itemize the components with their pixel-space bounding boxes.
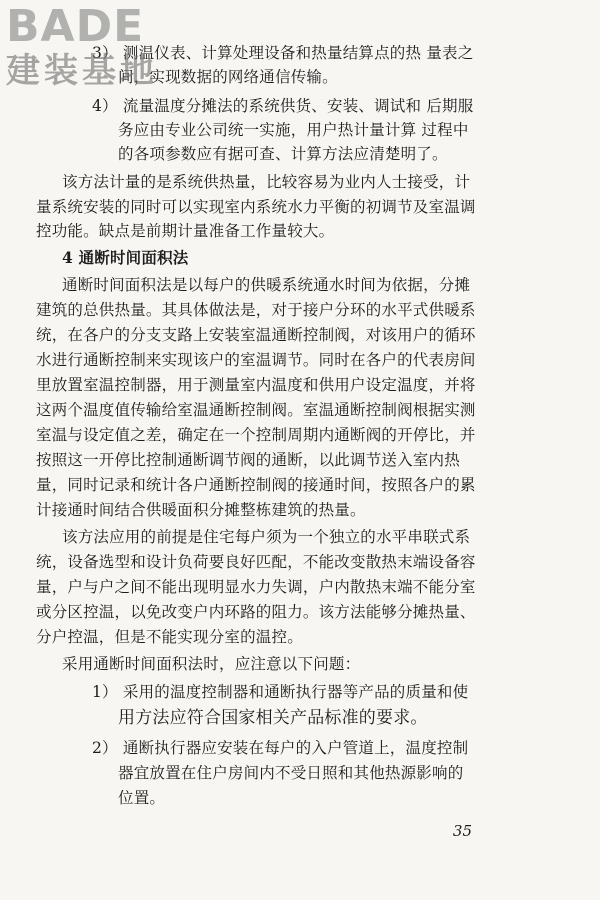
- text-line: 务应由专业公司统一实施，用户热计量计算 过程中: [118, 121, 469, 139]
- list-item-continuation: 用方法应符合国家相关产品标准的要求。: [118, 708, 428, 728]
- text-line: 3） 测温仪表、计算处理设备和热量结算点的热 量表之: [92, 44, 474, 62]
- page-number: 35: [452, 822, 472, 840]
- text-line: 的各项参数应有据可查、计算方法应清楚明了。: [118, 145, 448, 163]
- text-line: 控功能。缺点是前期计量准备工作量较大。: [36, 222, 335, 240]
- text-line: 里放置室温控制器，用于测量室内温度和供用户设定温度，并将: [36, 376, 476, 394]
- text-line: 统，设备选型和设计负荷要良好匹配，不能改变散热末端设备容: [36, 553, 476, 571]
- bade-watermark-logo: [6, 1, 158, 91]
- list-item-continuation: 位置。: [118, 789, 166, 807]
- list-item: 2） 通断执行器应安装在每户的入户管道上，温度控制: [92, 739, 469, 757]
- text-line: 该方法计量的是系统供热量，比较容易为业内人士接受，计: [62, 173, 471, 191]
- text-line: 这两个温度值传输给室温通断控制阀。室温通断控制阀根据实测: [36, 401, 476, 419]
- text-line: 统，在各户的分支支路上安装室温通断控制阀，对该用户的循环: [36, 326, 476, 344]
- text-line: 该方法应用的前提是住宅每户须为一个独立的水平串联式系: [62, 528, 471, 546]
- text-line: 水进行通断控制来实现该户的室温调节。同时在各户的代表房间: [36, 351, 476, 369]
- section-heading: 4 通断时间面积法: [62, 248, 189, 267]
- watermark-brand: BADE: [6, 1, 145, 52]
- text-line: 按照这一开停比控制通断调节阀的通断，以此调节送入室内热: [36, 451, 460, 469]
- text-line: 采用通断时间面积法时，应注意以下问题：: [62, 655, 361, 673]
- text-line: 室温与设定值之差，确定在一个控制周期内通断阀的开停比，并: [36, 426, 476, 444]
- text-line: 量，户与户之间不能出现明显水力失调，户内散热末端不能分室: [36, 578, 476, 596]
- text-line: 间，实现数据的网络通信传输。: [118, 68, 338, 86]
- text-line: 或分区控温，以免改变户内环路的阻力。该方法能够分摊热量、: [36, 603, 476, 621]
- text-line: 建筑的总供热量。其具体做法是，对于接户分环的水平式供暖系: [36, 301, 476, 319]
- text-line: 计接通时间结合供暖面积分摊整栋建筑的热量。: [36, 501, 366, 519]
- text-line: 分户控温，但是不能实现分室的温控。: [36, 628, 303, 646]
- text-line: 量，同时记录和统计各户通断控制阀的接通时间，按照各户的累: [36, 476, 476, 494]
- text-line: 4） 流量温度分摊法的系统供货、安装、调试和 后期服: [92, 97, 474, 115]
- watermark-subtitle: 建装基地: [6, 51, 158, 91]
- list-item-continuation: 器宜放置在住户房间内不受日照和其他热源影响的: [118, 764, 464, 782]
- list-item: 1） 采用的温度控制器和通断执行器等产品的质量和使: [92, 683, 469, 701]
- text-line: 量系统安装的同时可以实现室内系统水力平衡的初调节及室温调: [36, 198, 476, 216]
- text-line: 通断时间面积法是以每户的供暖系统通水时间为依据，分摊: [62, 276, 471, 294]
